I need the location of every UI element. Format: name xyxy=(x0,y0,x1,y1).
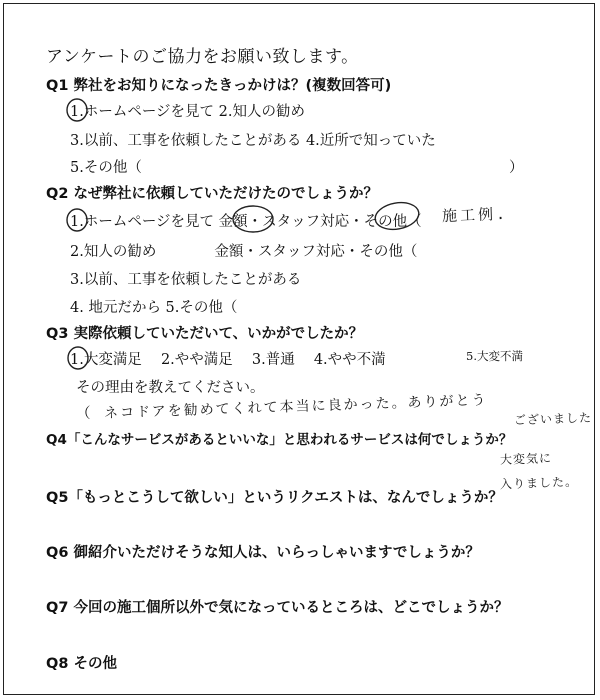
q1-option-line3: 5.その他（ xyxy=(70,160,142,176)
q3-open-paren: （ xyxy=(76,406,91,422)
q3-reason-prompt: その理由を教えてください。 xyxy=(76,380,265,396)
q5-question: Q5「もっとこうして欲しい」というリクエストは、なんでしょうか？ xyxy=(46,490,503,506)
q3-option-line: 1.大変満足 2.やや満足 3.普通 4.やや不満 xyxy=(70,352,386,368)
q2-option-line4: 4. 地元だから 5.その他（ xyxy=(70,300,238,316)
q3-handwritten-reason-continued: ございました xyxy=(513,410,593,428)
survey-title: アンケートのご協力をお願い致します。 xyxy=(46,47,359,67)
q1-question: Q1 弊社をお知りになったきっかけは？(複数回答可) xyxy=(46,78,392,94)
q2-option-line3: 3.以前、工事を依頼したことがある xyxy=(70,272,302,288)
q8-question: Q8 その他 xyxy=(46,656,117,672)
q4-question: Q4「こんなサービスがあるといいな」と思われるサービスは何でしょうか？ xyxy=(46,432,513,448)
q2-option-line1: 1.ホームページを見て 金額・スタッフ対応・その他（ xyxy=(70,214,422,230)
side-note-line1: 大変気に xyxy=(499,451,553,467)
q7-question: Q7 今回の施工個所以外で気になっているところは、どこでしょうか？ xyxy=(46,600,509,616)
q1-close-paren: ） xyxy=(509,160,524,176)
q2-question: Q2 なぜ弊社に依頼していただけたのでしょうか？ xyxy=(46,186,378,202)
q3-option-5: 5.大変不満 xyxy=(466,349,523,363)
q2-option-line2: 2.知人の勧め 金額・スタッフ対応・その他（ xyxy=(70,244,418,260)
q6-question: Q6 御紹介いただけそうな知人は、いらっしゃいますでしょうか？ xyxy=(46,545,480,561)
survey-sheet xyxy=(3,3,595,695)
q3-question: Q3 実際依頼していただいて、いかがでしたか？ xyxy=(46,326,364,342)
q2-handwritten-answer: 施工例. xyxy=(441,204,509,226)
side-note-line2: 入りました。 xyxy=(499,474,579,492)
q3-handwritten-reason: ネコドアを勧めてくれて本当に良かった。ありがとう xyxy=(103,392,488,422)
q1-option-line1: 1.ホームページを見て 2.知人の勧め xyxy=(70,104,305,120)
q1-option-line2: 3.以前、工事を依頼したことがある 4.近所で知っていた xyxy=(70,133,436,149)
